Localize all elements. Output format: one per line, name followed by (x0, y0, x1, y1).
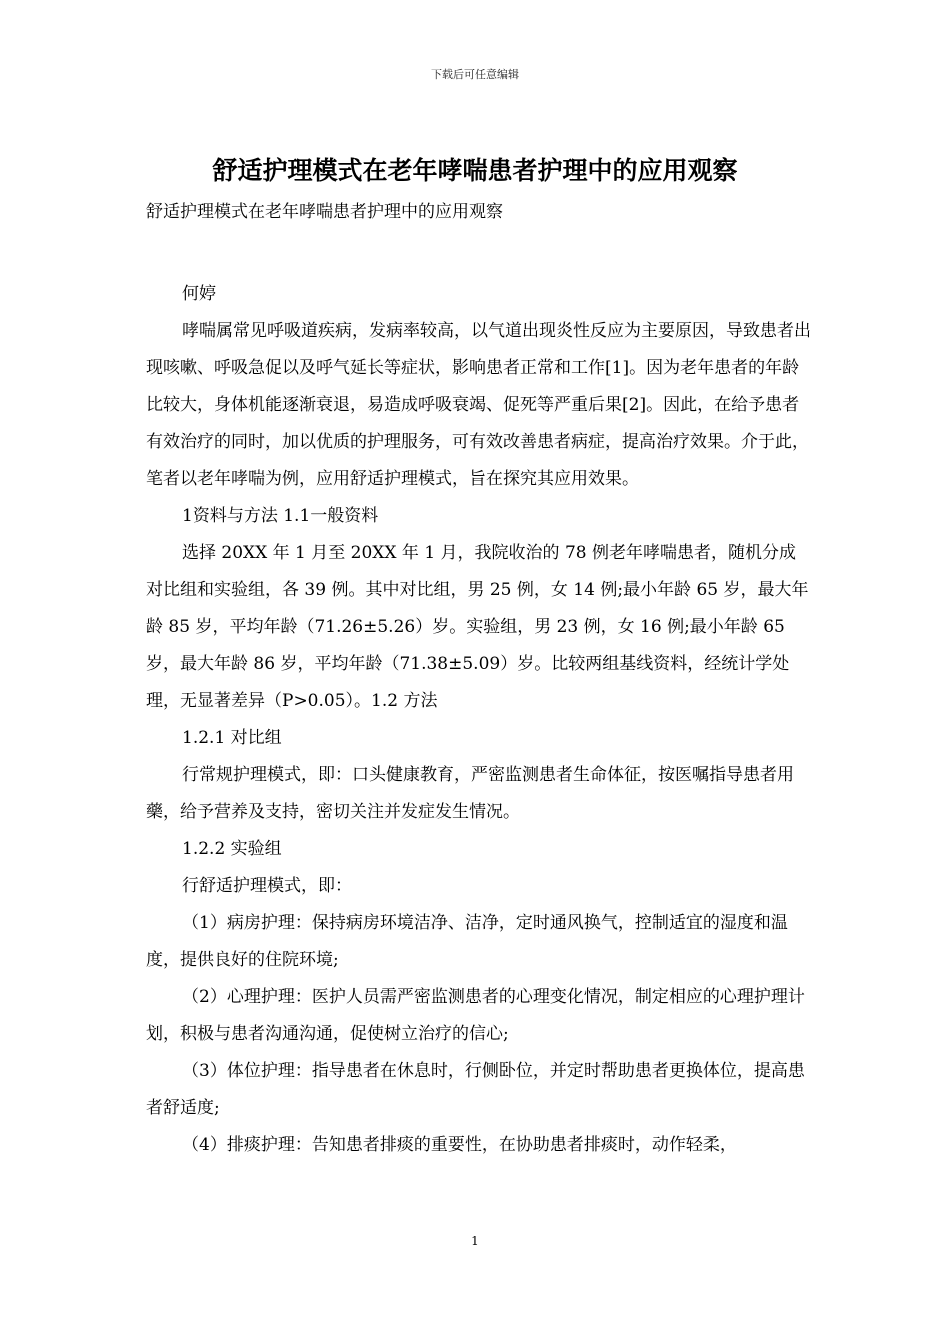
psychological-care-item: （2）心理护理：医护人员需严密监测患者的心理变化情况，制定相应的心理护理计划，积极与患者沟通沟通，促使树立治疗的信心; (146, 987, 805, 1044)
author-line: 何婷 (182, 284, 216, 304)
experimental-intro-paragraph: 行舒适护理模式，即： (182, 876, 352, 896)
control-group-paragraph: 行常规护理模式，即：口头健康教育，严密监测患者生命体征，按医嘱指导患者用藥，给予营养及支持，密切关注并发症发生情况。 (146, 765, 794, 822)
page-number: 1 (471, 1234, 479, 1248)
document-title: 舒适护理模式在老年哮喘患者护理中的应用观察 (212, 156, 738, 185)
document-body (146, 276, 811, 1164)
section-heading-experimental-group: 1.2.2 实验组 (182, 839, 282, 859)
document-subtitle: 舒适护理模式在老年哮喘患者护理中的应用观察 (146, 202, 503, 222)
position-care-item: （3）体位护理：指导患者在休息时，行侧卧位，并定时帮助患者更换体位，提高患者舒适度; (146, 1061, 805, 1118)
section-heading-materials-methods: 1资料与方法 1.1一般资料 (182, 506, 379, 526)
ward-care-item: （1）病房护理：保持病房环境洁净、洁净，定时通风换气，控制适宜的湿度和温度，提供良好的住院环境; (146, 913, 788, 970)
general-data-paragraph: 选择 20XX 年 1 月至 20XX 年 1 月，我院收治的 78 例老年哮喘患者，随机分成对比组和实验组，各 39 例。其中对比组，男 25 例，女 14 例;最小年龄 65 岁，最大年龄 85 岁，平均年龄（71.26±5.26）岁。实验组，男 23 例，女 16 例;最小年龄 65 岁，最大年龄 86 岁，平均年龄（71.38±5.09）岁。比较两组基线资料，经统计学处理，无显著差异（P>0.05）。1.2 方法 (146, 543, 809, 711)
sputum-care-item: （4）排痰护理：告知患者排痰的重要性，在协助患者排痰时，动作轻柔， (182, 1135, 737, 1155)
section-heading-control-group: 1.2.1 对比组 (182, 728, 282, 748)
header-note: 下载后可任意编辑 (431, 68, 519, 81)
intro-paragraph: 哮喘属常见呼吸道疾病，发病率较高，以气道出现炎性反应为主要原因，导致患者出现咳嗽、呼吸急促以及呼气延长等症状，影响患者正常和工作[1]。因为老年患者的年龄比较大，身体机能逐渐衰退，易造成呼吸衰竭、促死等严重后果[2]。因此，在给予患者有效治疗的同时，加以优质的护理服务，可有效改善患者病症，提高治疗效果。介于此，笔者以老年哮喘为例，应用舒适护理模式，旨在探究其应用效果。 (146, 321, 811, 489)
